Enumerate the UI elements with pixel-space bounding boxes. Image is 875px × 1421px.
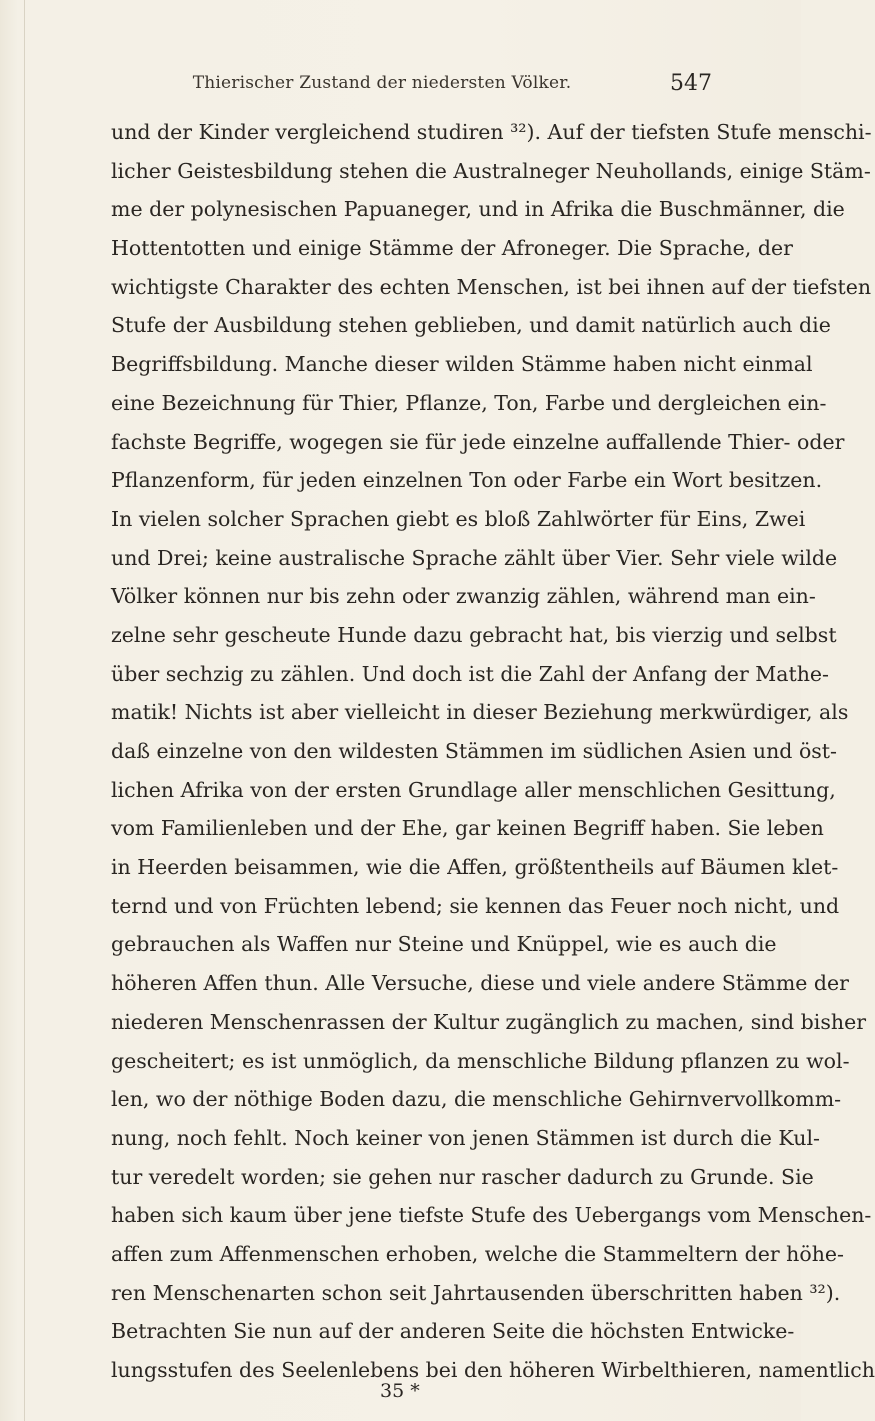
text-line: vom Familienleben und der Ehe, gar keinen Begriff haben. Sie leben: [111, 816, 824, 841]
text-line: licher Geistesbildung stehen die Australneger Neuhollands, einige Stäm-: [111, 158, 871, 183]
text-line: len, wo der nöthige Boden dazu, die menschliche Gehirnvervollkomm-: [111, 1087, 842, 1112]
text-line: lichen Afrika von der ersten Grundlage aller menschlichen Gesittung,: [111, 777, 836, 802]
text-line: daß einzelne von den wildesten Stämmen im südlichen Asien und öst-: [111, 739, 837, 763]
text-line: in Heerden beisammen, wie die Affen, größtentheils auf Bäumen klet-: [111, 855, 839, 880]
text-line: affen zum Affenmenschen erhoben, welche die Stammeltern der höhe-: [111, 1241, 844, 1266]
signature-mark: 35 *: [380, 1380, 420, 1402]
text-line: ren Menschenarten schon seit Jahrtausenden überschritten haben ³²).: [111, 1280, 841, 1305]
body-text: [111, 113, 875, 1390]
text-line: lungsstufen des Seelenlebens bei den höheren Wirbelthieren, namentlich: [111, 1358, 875, 1382]
text-line: Stufe der Ausbildung stehen geblieben, und damit natürlich auch die: [111, 313, 831, 338]
text-line: tur veredelt worden; sie gehen nur rascher dadurch zu Grunde. Sie: [111, 1164, 814, 1189]
text-line: Begriffsbildung. Manche dieser wilden Stämme haben nicht einmal: [111, 352, 813, 377]
text-line: nung, noch fehlt. Noch keiner von jenen Stämmen ist durch die Kul-: [111, 1125, 820, 1150]
binding-edge: [24, 0, 25, 1421]
text-line: ternd und von Früchten lebend; sie kennen das Feuer noch nicht, und: [111, 893, 840, 918]
text-line: höheren Affen thun. Alle Versuche, diese und viele andere Stämme der: [111, 971, 849, 996]
text-line: gescheitert; es ist unmöglich, da menschliche Bildung pflanzen zu wol-: [111, 1048, 850, 1073]
text-line: me der polynesischen Papuaneger, und in Afrika die Buschmänner, die: [111, 197, 845, 222]
text-line: Pflanzenform, für jeden einzelnen Ton oder Farbe ein Wort besitzen.: [111, 468, 823, 493]
running-title: Thierischer Zustand der niedersten Völker.: [192, 73, 572, 93]
text-line: Völker können nur bis zehn oder zwanzig zählen, während man ein-: [111, 584, 816, 609]
text-line: haben sich kaum über jene tiefste Stufe des Uebergangs vom Menschen-: [111, 1203, 872, 1228]
page-number: 547: [670, 71, 712, 96]
text-line: über sechzig zu zählen. Und doch ist die Zahl der Anfang der Mathe-: [111, 661, 829, 686]
text-line: und der Kinder vergleichend studiren ³²). Auf der tiefsten Stufe menschi-: [111, 120, 872, 144]
text-line: In vielen solcher Sprachen giebt es bloß Zahlwörter für Eins, Zwei: [111, 506, 806, 531]
text-line: eine Bezeichnung für Thier, Pflanze, Ton, Farbe und dergleichen ein-: [111, 390, 827, 415]
text-line: niederen Menschenrassen der Kultur zugänglich zu machen, sind bisher: [111, 1009, 866, 1034]
text-line: wichtigste Charakter des echten Menschen, ist bei ihnen auf der tiefsten: [111, 274, 872, 299]
text-line: fachste Begriffe, wogegen sie für jede einzelne auffallende Thier- oder: [111, 429, 845, 454]
text-line: Betrachten Sie nun auf der anderen Seite die höchsten Entwicke-: [111, 1319, 795, 1344]
text-line: matik! Nichts ist aber vielleicht in dieser Beziehung merkwürdiger, als: [111, 700, 849, 725]
text-line: Hottentotten und einige Stämme der Afroneger. Die Sprache, der: [111, 236, 793, 261]
text-line: und Drei; keine australische Sprache zählt über Vier. Sehr viele wilde: [111, 545, 838, 570]
text-line: gebrauchen als Waffen nur Steine und Knüppel, wie es auch die: [111, 932, 777, 957]
text-line: zelne sehr gescheute Hunde dazu gebracht hat, bis vierzig und selbst: [111, 622, 837, 647]
page-header: [112, 73, 712, 103]
